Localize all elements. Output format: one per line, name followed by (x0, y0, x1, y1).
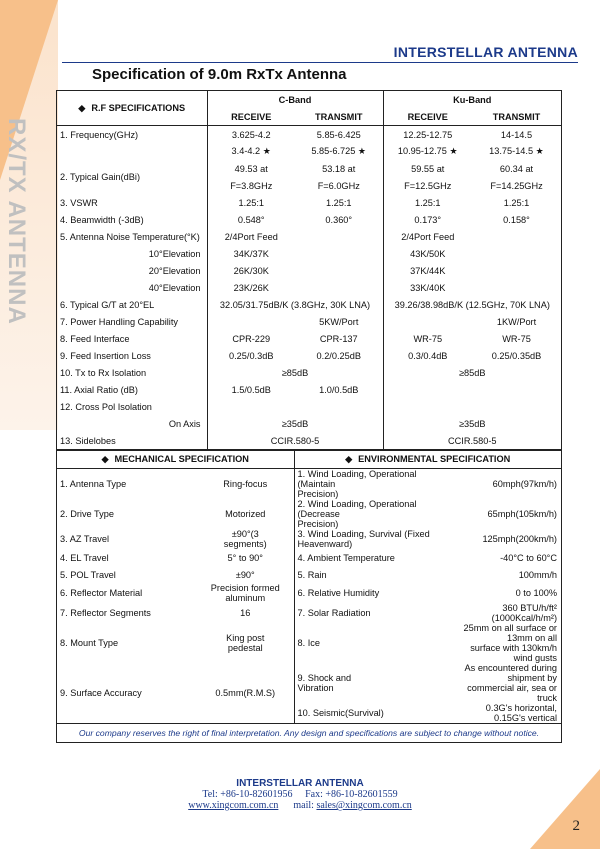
rf-value: 1.25:1 (207, 194, 295, 211)
rf-value-ku: ≥35dB (383, 415, 561, 432)
footer-fax: Fax: +86-10-82601559 (305, 789, 398, 800)
mech-section-header (57, 450, 294, 469)
rf-value: 0.3/0.4dB (383, 347, 472, 364)
env-row-value-line: 360 BTU/h/ft² (1000Kcal/h/m²) (491, 603, 557, 623)
env-row-value (454, 663, 561, 703)
env-row-label-line: 5. Rain (297, 569, 327, 580)
rf-row (57, 245, 561, 262)
rf-value: 0.360° (325, 214, 353, 225)
rf-row (57, 347, 561, 364)
env-row-label-line: 10. Seismic(Survival) (297, 708, 384, 718)
env-row-label-line: 7. Solar Radiation (297, 608, 371, 618)
env-row-label-line: 9. Shock and (297, 673, 352, 683)
rf-value (295, 398, 383, 415)
mech-row-value-line: 5° to 90° (227, 552, 263, 563)
rf-value (383, 381, 472, 398)
header-divider (62, 62, 578, 63)
rf-row-label: 12. Cross Pol Isolation (60, 401, 152, 412)
rf-value: 59.55 at (383, 160, 472, 177)
rf-row-label: 2. Typical Gain(dBi) (60, 172, 140, 182)
rf-value: CPR-137 (319, 333, 358, 344)
mech-env-table (57, 449, 561, 723)
env-row-value (454, 549, 561, 566)
rf-value: 2/4Port Feed (207, 228, 295, 245)
rf-row-label: 11. Axial Ratio (dB) (60, 384, 138, 395)
rf-value: 33K/40K (383, 279, 472, 296)
env-row-value (454, 623, 561, 663)
env-row-label-line: 8. Ice (297, 638, 320, 648)
mech-row-value (197, 549, 294, 566)
rf-spec-table (57, 91, 561, 449)
env-row-label (294, 529, 454, 549)
rf-value (472, 262, 561, 279)
footer-brand: INTERSTELLAR ANTENNA (236, 778, 364, 789)
rf-value-ku: CCIR.580-5 (383, 432, 561, 449)
rf-value: 1.25:1 (325, 197, 352, 208)
rf-value: 13.75-14.5 ★ (489, 146, 544, 156)
rf-value: WR-75 (502, 333, 531, 344)
env-row-label (294, 549, 454, 566)
rf-value (472, 381, 561, 398)
env-row-label (294, 499, 454, 529)
column-header: RECEIVE (383, 108, 472, 126)
mech-row-label: 6. Reflector Material (60, 588, 143, 598)
env-row-value-line: surface with 130km/h wind gusts (470, 643, 557, 663)
rf-row-label: 13. Sidelobes (60, 435, 116, 446)
rf-value: F=3.8GHz (207, 177, 295, 194)
rf-value: 60.34 at (499, 163, 534, 174)
mech-row-label: 9. Surface Accuracy (60, 688, 142, 698)
env-row-value (454, 469, 561, 500)
rf-row (57, 211, 561, 228)
diamond-icon: ◆ (345, 454, 353, 464)
rf-value: F=14.25GHz (490, 180, 543, 191)
rf-value-ku: 39.26/38.98dB/K (12.5GHz, 70K LNA) (383, 296, 561, 313)
mech-env-row (57, 549, 561, 566)
rf-value: 43K/50K (383, 245, 472, 262)
env-row-value (454, 499, 561, 529)
rf-value: 14-14.5 (500, 129, 533, 140)
rf-value-ku: ≥85dB (383, 364, 561, 381)
mech-row-label: 7. Reflector Segments (60, 608, 151, 618)
env-row-label (294, 566, 454, 583)
rf-value-c: 32.05/31.75dB/K (3.8GHz, 30K LNA) (207, 296, 383, 313)
env-row-value-line: 65mph(105km/h) (487, 509, 557, 519)
mech-env-row (57, 623, 561, 663)
env-row-value-line: 25mm on all surface or 13mm on all (463, 623, 557, 643)
column-header: TRANSMIT (472, 108, 561, 126)
mech-row-value (197, 603, 294, 623)
rf-row-label: 6. Typical G/T at 20°EL (60, 299, 155, 310)
rf-value: F=6.0GHz (317, 180, 360, 191)
env-row-label (294, 703, 454, 723)
rf-row-label: 5. Antenna Noise Temperature(°K) (60, 231, 200, 242)
mech-row-value-line: Precision formed (210, 583, 280, 593)
mech-env-row (57, 603, 561, 623)
rf-row-label: 1. Frequency(GHz) (60, 129, 139, 140)
rf-value (383, 398, 472, 415)
rf-value: 34K/37K (207, 245, 295, 262)
env-row-value-line: 60mph(97km/h) (492, 479, 557, 489)
rf-value: WR-75 (383, 330, 472, 347)
rf-row-label: 3. VSWR (60, 197, 98, 208)
rf-value: 3.625-4.2 (207, 126, 295, 144)
rf-row-label: 20°Elevation (148, 265, 201, 276)
rf-row-label: 7. Power Handling Capability (60, 316, 178, 327)
rf-value: 37K/44K (383, 262, 472, 279)
env-row-label (294, 663, 454, 703)
env-row-value-line: 0 to 100% (515, 588, 557, 598)
env-section-header (294, 450, 561, 469)
rf-row (57, 313, 561, 330)
mech-row-label: 2. Drive Type (60, 509, 114, 519)
rf-value (472, 279, 561, 296)
mech-row-value (197, 529, 294, 549)
rf-value-c: ≥85dB (207, 364, 383, 381)
rf-value (472, 228, 561, 245)
mech-env-row (57, 663, 561, 703)
mech-env-row (57, 529, 561, 549)
env-row-label-line: Heavenward) (297, 539, 353, 549)
rf-value: 5KW/Port (319, 316, 359, 327)
env-row-value (454, 583, 561, 603)
rf-row-label: 10°Elevation (148, 248, 201, 259)
rf-value: 0.25/0.35dB (491, 350, 542, 361)
env-row-value-line: 0.3G's horizontal, 0.15G's vertical (485, 703, 557, 723)
rf-row (57, 194, 561, 211)
rf-section-header (57, 91, 207, 126)
mech-row-value-line: aluminum (225, 593, 266, 603)
rf-value: 1.0/0.5dB (319, 384, 359, 395)
rf-value: 0.2/0.25dB (316, 350, 361, 361)
env-row-value (454, 603, 561, 623)
rf-value: 26K/30K (207, 262, 295, 279)
mech-row-value (197, 499, 294, 529)
column-header: TRANSMIT (295, 108, 383, 126)
rf-value: 53.18 at (322, 163, 356, 174)
rf-value: 1KW/Port (496, 316, 537, 327)
rf-row (57, 364, 561, 381)
rf-value (472, 245, 561, 262)
footer-tel: Tel: +86-10-82601956 (202, 789, 293, 800)
env-row-value-line: 125mph(200km/h) (482, 534, 557, 544)
env-row-label-line: Precision) (297, 519, 339, 529)
mech-row-value (197, 583, 294, 603)
mech-row-label: 3. AZ Travel (60, 534, 110, 544)
rf-value: 1.5/0.5dB (207, 381, 295, 398)
mech-env-row (57, 583, 561, 603)
page-title: Specification of 9.0m RxTx Antenna (92, 66, 347, 83)
rf-value (295, 228, 383, 245)
rf-value (295, 245, 383, 262)
mech-row-value-line: 16 (240, 608, 251, 618)
rf-value: F=12.5GHz (383, 177, 472, 194)
env-row-label-line: 2. Wind Loading, Operational (Decrease (297, 499, 417, 519)
rf-row-label (57, 143, 207, 160)
rf-value: 0.25/0.3dB (207, 347, 295, 364)
rf-row (57, 296, 561, 313)
env-row-label (294, 583, 454, 603)
diamond-icon: ◆ (101, 454, 109, 464)
column-header: RECEIVE (207, 108, 295, 126)
rf-section-title: R.F SPECIFICATIONS (91, 102, 186, 113)
rf-value (472, 398, 561, 415)
disclaimer-note: Our company reserves the right of final interpretation. Any design and specifications are subject to change without notice. (57, 723, 561, 742)
rf-value: 1.25:1 (503, 197, 530, 208)
mech-row-label: 4. EL Travel (60, 552, 109, 563)
env-row-value-line: -40°C to 60°C (500, 552, 557, 563)
mech-section-title: MECHANICAL SPECIFICATION (114, 454, 249, 464)
rf-value: 3.4-4.2 ★ (207, 143, 295, 160)
env-row-label-line: 4. Ambient Temperature (297, 552, 395, 563)
env-row-label-line: 1. Wind Loading, Operational (Maintain (297, 469, 417, 489)
mech-row-value-line: King post (226, 633, 265, 643)
rf-row (57, 381, 561, 398)
env-row-label (294, 623, 454, 663)
rf-row (57, 279, 561, 296)
mech-row-value-line: Ring-focus (223, 479, 268, 489)
rf-row-label: 8. Feed Interface (60, 333, 130, 344)
mech-row-value (197, 469, 294, 500)
band-header-ku: Ku-Band (383, 91, 561, 108)
rf-row-label: 4. Beamwidth (-3dB) (60, 214, 144, 225)
mech-row-value-line: ±90° (235, 569, 255, 580)
env-section-title: ENVIRONMENTAL SPECIFICATION (358, 454, 511, 464)
footer-email-link[interactable]: sales@xingcom.com.cn (316, 800, 412, 811)
mech-row-value-line: 0.5mm(R.M.S) (215, 688, 276, 698)
env-row-label-line: Precision) (297, 489, 339, 499)
rf-value: CPR-229 (207, 330, 295, 347)
env-row-label (294, 469, 454, 500)
spec-sheet (56, 90, 562, 743)
env-row-value-line: As encountered during shipment by (464, 663, 557, 683)
mech-row-label: 8. Mount Type (60, 638, 119, 648)
mech-env-row (57, 469, 561, 500)
rf-value-c: CCIR.580-5 (207, 432, 383, 449)
env-row-value-line: commercial air, sea or truck (467, 683, 557, 703)
rf-value: 23K/26K (207, 279, 295, 296)
mech-row-value (197, 566, 294, 583)
env-row-label-line: 3. Wind Loading, Survival (Fixed (297, 529, 430, 539)
rf-value (295, 262, 383, 279)
diamond-icon: ◆ (78, 102, 86, 113)
band-header-c: C-Band (207, 91, 383, 108)
footer-website-link[interactable]: www.xingcom.com.cn (188, 800, 279, 811)
footer (0, 778, 600, 811)
mech-row-value (197, 663, 294, 723)
mech-row-value-line: segments) (223, 539, 267, 549)
mech-row-label: 1. Antenna Type (60, 479, 127, 489)
rf-row-label: 10. Tx to Rx Isolation (60, 367, 147, 378)
rf-value (295, 279, 383, 296)
rf-value: 10.95-12.75 ★ (383, 143, 472, 160)
rf-value: 0.548° (207, 211, 295, 228)
env-row-value-line: 100mm/h (518, 569, 557, 580)
env-row-value (454, 566, 561, 583)
rf-row (57, 160, 561, 177)
mech-env-row (57, 499, 561, 529)
rf-value: 12.25-12.75 (383, 126, 472, 144)
mech-row-value-line: Motorized (225, 509, 266, 519)
rf-value (207, 398, 295, 415)
header-brand: INTERSTELLAR ANTENNA (393, 44, 578, 60)
footer-mail-label: mail: (293, 800, 314, 811)
rf-row-label: 9. Feed Insertion Loss (60, 350, 151, 361)
mech-row-value-line: ±90°(3 (231, 529, 259, 539)
rf-row-label: On Axis (168, 418, 201, 429)
rf-value: 0.173° (383, 211, 472, 228)
rf-value (207, 313, 295, 330)
mech-row-label: 5. POL Travel (60, 569, 116, 580)
env-row-label-line: Vibration (297, 683, 334, 693)
rf-value (383, 313, 472, 330)
rf-row (57, 143, 561, 160)
mech-row-value (197, 623, 294, 663)
mech-env-row (57, 566, 561, 583)
rf-row (57, 126, 561, 144)
rf-row (57, 330, 561, 347)
rf-value: 2/4Port Feed (383, 228, 472, 245)
rf-value: 1.25:1 (383, 194, 472, 211)
side-label: RX/TX ANTENNA (3, 118, 30, 325)
rf-row (57, 398, 561, 415)
rf-value-c: ≥35dB (207, 415, 383, 432)
rf-value: 5.85-6.425 (316, 129, 361, 140)
rf-row (57, 415, 561, 432)
page-number: 2 (572, 818, 580, 834)
mech-row-value-line: pedestal (227, 643, 263, 653)
rf-row (57, 262, 561, 279)
rf-value: 49.53 at (207, 160, 295, 177)
rf-row (57, 432, 561, 449)
rf-row (57, 228, 561, 245)
rf-row-label: 40°Elevation (148, 282, 201, 293)
env-row-label (294, 603, 454, 623)
rf-value: 5.85-6.725 ★ (311, 146, 367, 156)
env-row-label-line: 6. Relative Humidity (297, 588, 380, 598)
env-row-value (454, 529, 561, 549)
env-row-value (454, 703, 561, 723)
rf-value: 0.158° (503, 214, 530, 225)
